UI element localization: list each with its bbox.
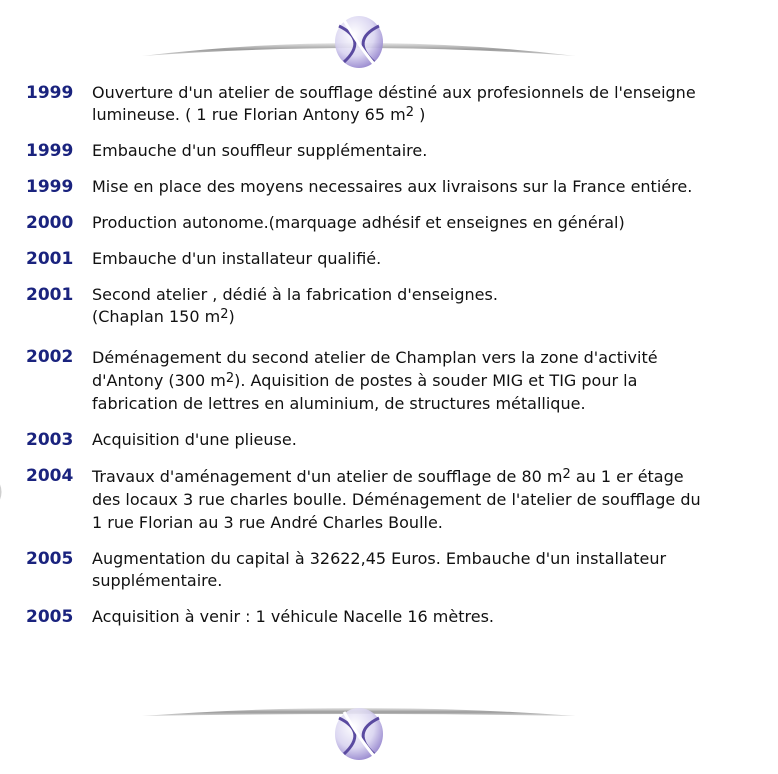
entry-description: Déménagement du second atelier de Champlan vers la zone d'activité d'Antony (300 $m^2$). Aquisition de postes à souder MIG et TIG pour la fabrication de lettres en aluminium, de structures métallique. — [92, 348, 658, 413]
entry-description: Ouverture d'un atelier de soufflage déstiné aux profesionnels de l'enseigne lumineuse. ( 1 rue Florian Antony 65 $m^2$ ) — [92, 83, 696, 124]
entry-description: Augmentation du capital à 32622,45 Euros. Embauche d'un installateur supplémentaire. — [92, 549, 667, 590]
timeline-entry — [0, 284, 778, 328]
entry-year: 2005 — [26, 549, 74, 569]
edge-fragment — [0, 478, 6, 506]
entry-description: Production autonome.(marquage adhésif et enseignes en général) — [92, 213, 625, 232]
top-divider-ornament — [138, 0, 580, 70]
entry-description: Second atelier , dédié à la fabrication d'enseignes. (Chaplan 150 $m^2$) — [92, 285, 498, 326]
entry-year: 2003 — [26, 430, 74, 450]
timeline-entry — [0, 346, 778, 415]
swirl-divider-icon — [138, 0, 580, 70]
timeline-entry — [0, 248, 778, 270]
entry-description: Acquisition à venir : 1 véhicule Nacelle 16 mètres. — [92, 607, 494, 626]
entry-description: Embauche d'un installateur qualifié. — [92, 249, 382, 268]
entry-description: Travaux d'aménagement d'un atelier de soufflage de 80 $m^2$ au 1 er étage des locaux 3 rue charles boulle. Déménagement de l'atelier de soufflage du 1 rue Florian au 3 rue André Charles Boulle. — [92, 467, 701, 532]
timeline-entry — [0, 548, 778, 592]
entry-year: 2002 — [26, 347, 74, 367]
entry-description: Embauche d'un souffleur supplémentaire. — [92, 141, 428, 160]
entry-year: 2000 — [26, 213, 74, 233]
entry-year: 2005 — [26, 607, 74, 627]
timeline-list — [0, 82, 778, 628]
timeline-entry — [0, 140, 778, 162]
entry-year: 1999 — [26, 83, 74, 103]
timeline-entry — [0, 176, 778, 198]
entry-year: 1999 — [26, 177, 74, 197]
timeline-entry — [0, 429, 778, 451]
entry-year: 2001 — [26, 285, 74, 305]
entry-description: Mise en place des moyens necessaires aux livraisons sur la France entiére. — [92, 177, 693, 196]
entry-year: 1999 — [26, 141, 74, 161]
timeline-entry — [0, 465, 778, 534]
bottom-divider-ornament — [138, 704, 580, 774]
entry-description: Acquisition d'une plieuse. — [92, 430, 297, 449]
timeline-entry — [0, 606, 778, 628]
timeline-entry — [0, 212, 778, 234]
entry-year: 2004 — [26, 466, 74, 486]
entry-year: 2001 — [26, 249, 74, 269]
timeline-entry — [0, 82, 778, 126]
swirl-divider-icon — [138, 704, 580, 774]
